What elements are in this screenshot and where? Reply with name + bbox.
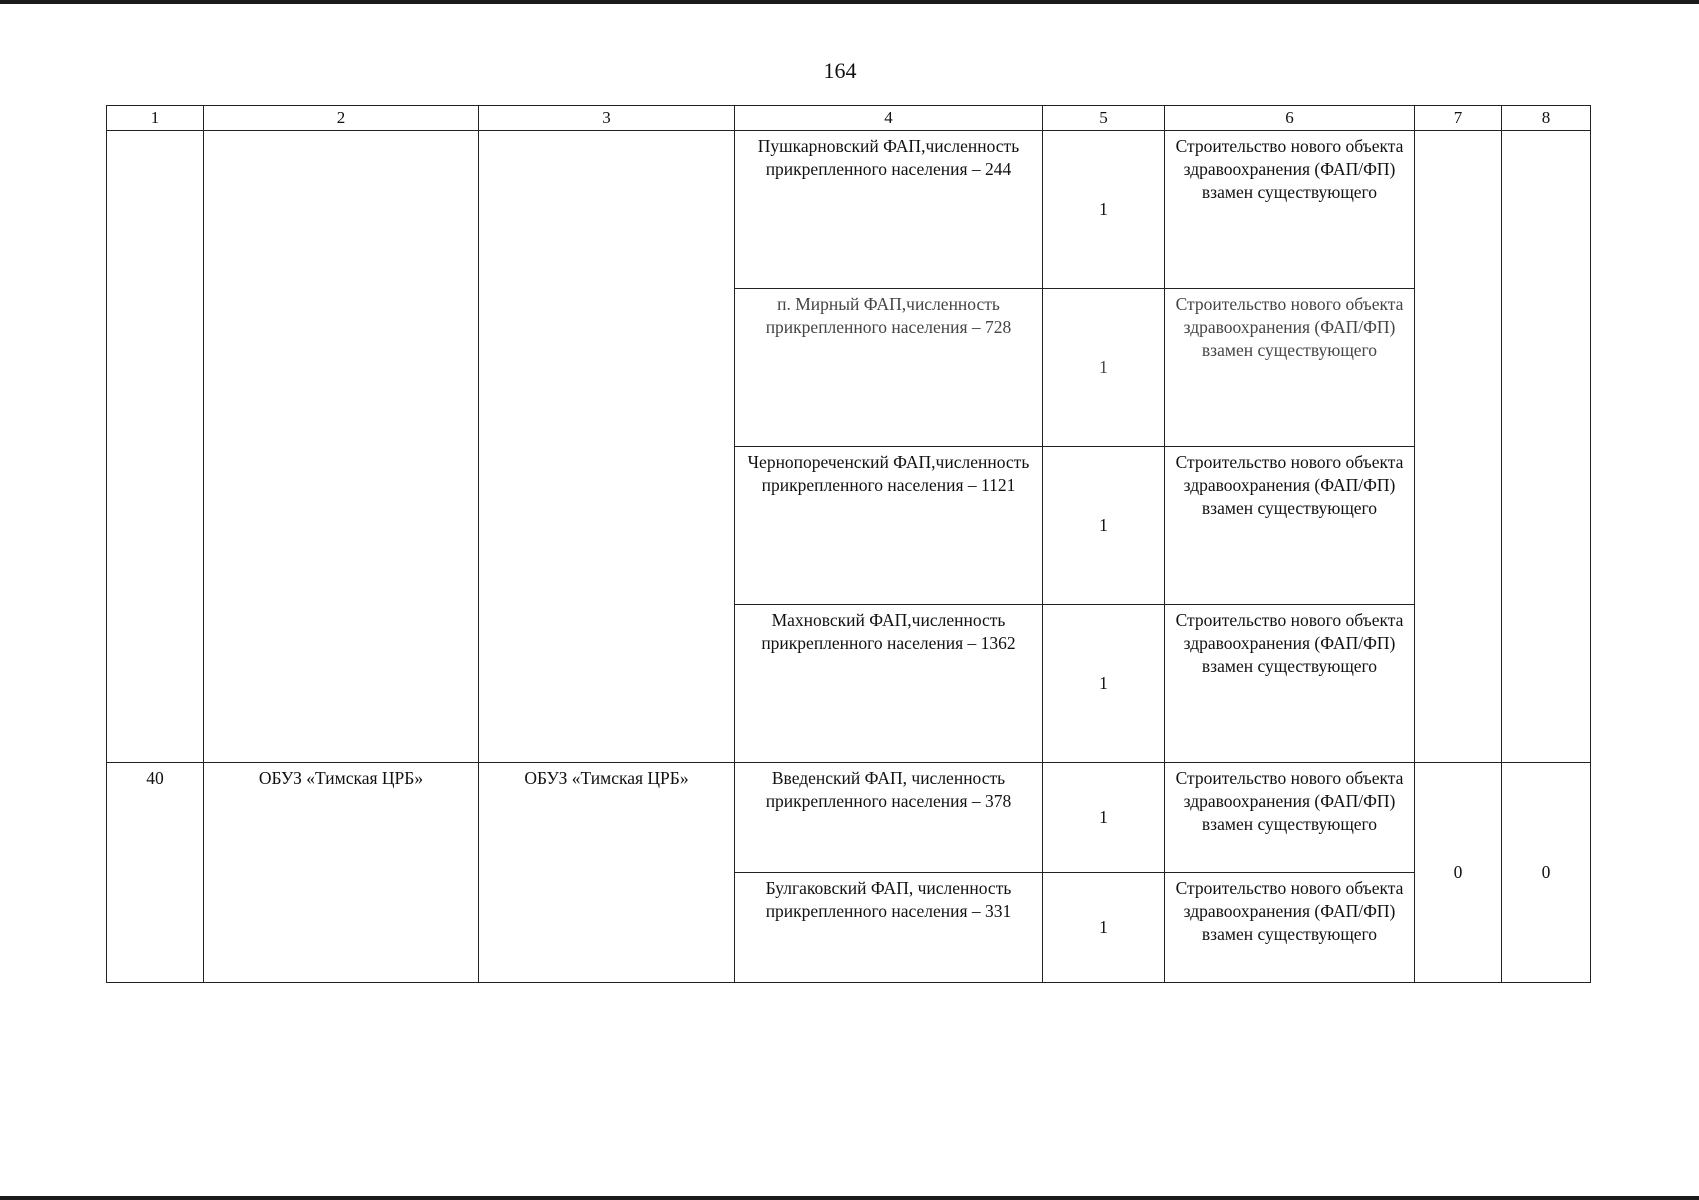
description-cell: Строительство нового объекта здравоохранения (ФАП/ФП) взамен существующего — [1165, 763, 1415, 873]
value-cell-col8: 0 — [1502, 763, 1591, 983]
description-cell: Строительство нового объекта здравоохранения (ФАП/ФП) взамен существующего — [1165, 605, 1415, 763]
quantity-cell: 1 — [1043, 289, 1165, 447]
facilities-table — [106, 105, 1591, 983]
organization-cell: ОБУЗ «Тимская ЦРБ» — [204, 763, 479, 983]
organization-cell: ОБУЗ «Тимская ЦРБ» — [479, 763, 735, 983]
column-header: 8 — [1502, 106, 1591, 131]
description-cell: Строительство нового объекта здравоохранения (ФАП/ФП) взамен существующего — [1165, 289, 1415, 447]
quantity-cell: 1 — [1043, 605, 1165, 763]
fap-name-cell: Чернопореченский ФАП,численность прикрепленного населения – 1121 — [735, 447, 1043, 605]
empty-cell-col3 — [479, 131, 735, 763]
quantity-cell: 1 — [1043, 447, 1165, 605]
column-number-row — [107, 106, 1591, 131]
quantity-cell: 1 — [1043, 763, 1165, 873]
empty-cell-col2 — [204, 131, 479, 763]
scan-edge-bottom — [0, 1196, 1699, 1200]
column-header: 3 — [479, 106, 735, 131]
column-header: 5 — [1043, 106, 1165, 131]
fap-name-cell: Введенский ФАП, численность прикрепленного населения – 378 — [735, 763, 1043, 873]
page-number: 164 — [823, 58, 857, 83]
fap-name-cell: Махновский ФАП,численность прикрепленного населения – 1362 — [735, 605, 1043, 763]
column-header: 4 — [735, 106, 1043, 131]
column-header: 2 — [204, 106, 479, 131]
column-header: 6 — [1165, 106, 1415, 131]
table-row — [107, 131, 1591, 289]
table-row — [107, 763, 1591, 873]
empty-cell-col8 — [1502, 131, 1591, 763]
description-cell: Строительство нового объекта здравоохранения (ФАП/ФП) взамен существующего — [1165, 131, 1415, 289]
column-header: 1 — [107, 106, 204, 131]
quantity-cell: 1 — [1043, 873, 1165, 983]
column-header: 7 — [1415, 106, 1502, 131]
empty-cell-col7 — [1415, 131, 1502, 763]
fap-name-cell: Булгаковский ФАП, численность прикрепленного населения – 331 — [735, 873, 1043, 983]
value-cell-col7: 0 — [1415, 763, 1502, 983]
empty-cell-col1 — [107, 131, 204, 763]
fap-name-cell: п. Мирный ФАП,численность прикрепленного населения – 728 — [735, 289, 1043, 447]
fap-name-cell: Пушкарновский ФАП,численность прикрепленного населения – 244 — [735, 131, 1043, 289]
row-number-cell: 40 — [107, 763, 204, 983]
description-cell: Строительство нового объекта здравоохранения (ФАП/ФП) взамен существующего — [1165, 873, 1415, 983]
description-cell: Строительство нового объекта здравоохранения (ФАП/ФП) взамен существующего — [1165, 447, 1415, 605]
quantity-cell: 1 — [1043, 131, 1165, 289]
scan-edge-top — [0, 0, 1699, 4]
